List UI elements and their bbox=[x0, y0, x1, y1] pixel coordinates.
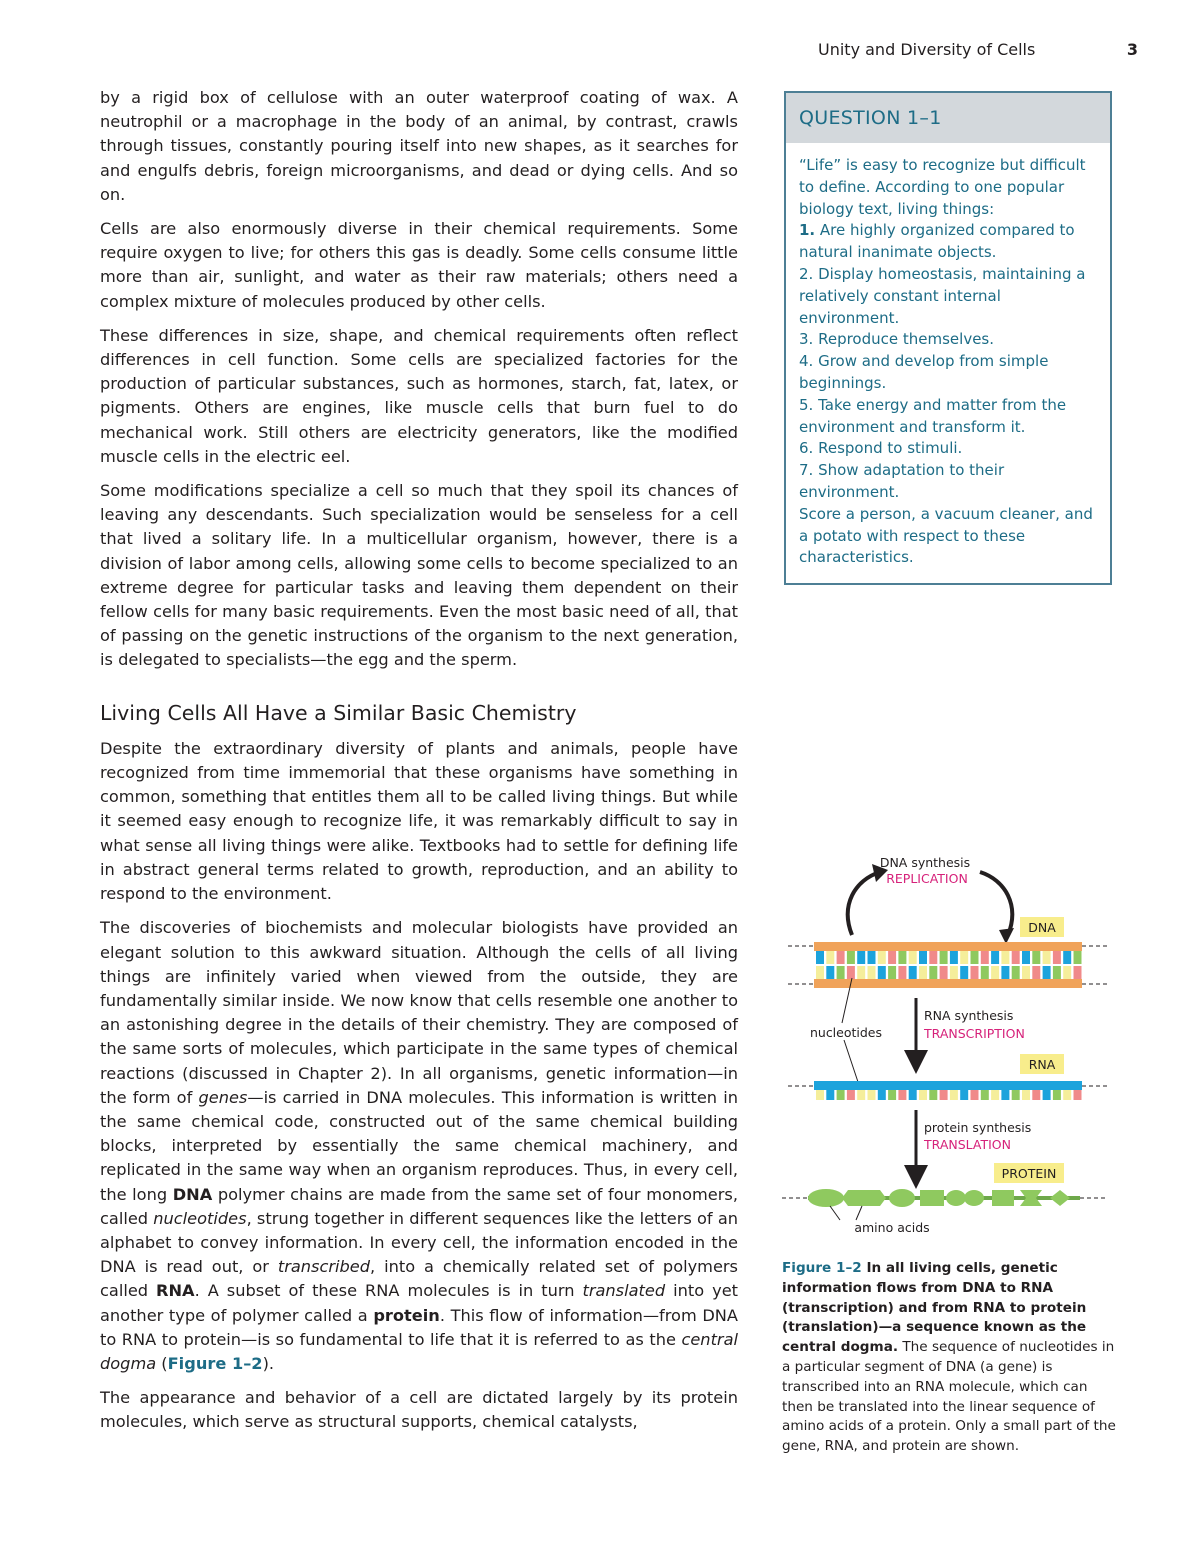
rna-base bbox=[847, 1090, 855, 1100]
p6-text-h: . This flow of information—from DNA to RNA to protein—is so fundamental to life that it is referred to as the bbox=[100, 1305, 738, 1349]
amino-acid-6 bbox=[964, 1190, 984, 1206]
figure-caption bbox=[782, 1259, 1122, 1457]
amino-acid-7 bbox=[992, 1190, 1014, 1206]
item-text: Display homeostasis, maintaining a relatively constant internal environment. bbox=[799, 264, 1086, 327]
dna-bottom-base bbox=[1012, 966, 1020, 979]
caption-body: The sequence of nucleotides in a particular segment of DNA (a gene) is transcribed into an RNA molecule, which can then be translated into the linear sequence of amino acids of a protein. Only a small part of the gene, RNA, and protein are shown. bbox=[782, 1339, 1116, 1455]
rna-base bbox=[971, 1090, 979, 1100]
paragraph-7: The appearance and behavior of a cell are dictated largely by its protein molecules, which serve as structural supports, chemical catalysts, bbox=[100, 1388, 738, 1432]
question-box bbox=[784, 91, 1112, 585]
dna-bottom-base bbox=[971, 966, 979, 979]
rna-base bbox=[878, 1090, 886, 1100]
rna-base bbox=[909, 1090, 917, 1100]
rna-base bbox=[898, 1090, 906, 1100]
rna-synthesis-label: RNA synthesis bbox=[924, 1008, 1014, 1023]
dna-bottom-base bbox=[868, 966, 876, 979]
question-item-6 bbox=[799, 438, 1096, 460]
rna-label: RNA bbox=[1028, 1057, 1056, 1072]
question-intro: “Life” is easy to recognize but difficult to define. According to one popular biology text, living things: bbox=[799, 156, 1086, 218]
item-text: Show adaptation to their environment. bbox=[799, 461, 1005, 501]
p6-text-d: , strung together in different sequences like the letters of an alphabet to convey information. In every cell, the information encoded in the DNA is read out, or bbox=[100, 1208, 738, 1277]
dna-top-base bbox=[950, 951, 958, 964]
item-number: 4. bbox=[799, 352, 814, 371]
dna-bottom-base bbox=[1053, 966, 1061, 979]
page-number: 3 bbox=[1126, 40, 1138, 59]
item-number: 1. bbox=[799, 221, 816, 240]
term-nucleotides: nucleotides bbox=[153, 1208, 247, 1228]
p6-text-e: , into a chemically related set of polymers called bbox=[100, 1257, 738, 1301]
dna-bottom-base bbox=[950, 966, 958, 979]
rna-base bbox=[888, 1090, 896, 1100]
dna-top-base bbox=[1001, 951, 1009, 964]
dna-bottom-backbone bbox=[814, 979, 1082, 988]
rna-base bbox=[929, 1090, 937, 1100]
p6-text-f: . A subset of these RNA molecules is in turn bbox=[194, 1281, 583, 1301]
rna-base bbox=[1043, 1090, 1051, 1100]
rna-base bbox=[837, 1090, 845, 1100]
question-title: QUESTION 1–1 bbox=[786, 93, 1110, 143]
translation-label: TRANSLATION bbox=[924, 1137, 1011, 1152]
rna-base bbox=[991, 1090, 999, 1100]
term-genes: genes bbox=[198, 1087, 248, 1107]
dna-bottom-base bbox=[1043, 966, 1051, 979]
question-body bbox=[786, 143, 1110, 569]
dna-top-base bbox=[1012, 951, 1020, 964]
rna-base bbox=[868, 1090, 876, 1100]
dna-top-backbone bbox=[814, 942, 1082, 951]
rna-backbone bbox=[814, 1081, 1082, 1090]
amino-acid-1 bbox=[808, 1189, 844, 1207]
figure-label: Figure 1–2 bbox=[782, 1260, 862, 1276]
replication-label: REPLICATION bbox=[886, 871, 968, 886]
dna-bottom-base bbox=[1063, 966, 1071, 979]
item-number: 6. bbox=[799, 439, 814, 458]
question-item-5 bbox=[799, 395, 1096, 439]
paragraph-2: Cells are also enormously diverse in their chemical requirements. Some require oxygen to live; for others this gas is deadly. Some cells consume little more than air, sunlight, and water as their raw materials; others need a complex mixture of molecules produced by other cells. bbox=[100, 219, 738, 311]
p6-text-c: polymer chains are made from the same set of four monomers, called bbox=[100, 1184, 738, 1228]
rna-base bbox=[1001, 1090, 1009, 1100]
dna-top-base bbox=[1074, 951, 1082, 964]
p6-text-b: —is carried in DNA molecules. This information is written in the same chemical code, constructed out of the same chemical building blocks, interpreted by essentially the same chemical machinery, and replicated in the same way when an organism reproduces. Thus, in every cell, the long bbox=[100, 1087, 738, 1204]
dna-base-pairs bbox=[816, 951, 1082, 979]
amino-acid-4 bbox=[920, 1190, 944, 1206]
replication-arrow-left bbox=[848, 872, 880, 935]
amino-acid-3 bbox=[889, 1189, 915, 1207]
term-protein: protein bbox=[373, 1305, 440, 1325]
item-text: Take energy and matter from the environment and transform it. bbox=[799, 395, 1067, 436]
rna-base bbox=[940, 1090, 948, 1100]
dna-bottom-base bbox=[898, 966, 906, 979]
term-transcribed: transcribed bbox=[277, 1257, 371, 1277]
main-text-column bbox=[100, 86, 738, 1445]
paragraph-5: Despite the extraordinary diversity of plants and animals, people have recognized from time immemorial that these organisms have something in common, something that entitles them all to be called living things. But while it seemed easy enough to recognize life, it was remarkably difficult to say in what sense all living things were alike. Textbooks had to settle for defining life in abstract general terms related to growth, reproduction, and an ability to respond to the environment. bbox=[100, 738, 738, 904]
item-text: Grow and develop from simple beginnings. bbox=[799, 352, 1049, 392]
rna-base bbox=[960, 1090, 968, 1100]
dna-top-base bbox=[1063, 951, 1071, 964]
dna-bottom-base bbox=[981, 966, 989, 979]
dna-top-base bbox=[898, 951, 906, 964]
item-text: Reproduce themselves. bbox=[818, 330, 995, 349]
rna-base bbox=[1074, 1090, 1082, 1100]
amino-acid-2 bbox=[842, 1190, 886, 1206]
dna-bottom-base bbox=[816, 966, 824, 979]
dna-top-base bbox=[971, 951, 979, 964]
running-head-title: Unity and Diversity of Cells bbox=[818, 40, 1036, 59]
p6-text-j: ). bbox=[262, 1353, 275, 1373]
dna-top-base bbox=[816, 951, 824, 964]
replication-arrow-right-head bbox=[999, 928, 1014, 944]
question-item-2 bbox=[799, 264, 1096, 329]
dna-top-base bbox=[826, 951, 834, 964]
dna-top-base bbox=[878, 951, 886, 964]
dna-top-base bbox=[888, 951, 896, 964]
dna-bottom-base bbox=[1032, 966, 1040, 979]
rna-base bbox=[919, 1090, 927, 1100]
dna-top-base bbox=[837, 951, 845, 964]
amino-acid-5 bbox=[946, 1190, 966, 1206]
dna-top-base bbox=[1053, 951, 1061, 964]
paragraph-3: These differences in size, shape, and chemical requirements often reflect differences in cell function. Some cells are specialized factories for the production of particular substances, such as hormones, starch, fat, latex, or pigments. Others are engines, like muscle cells that burn fuel to do mechanical work. Still others are electricity generators, like the modified muscle cells in the electric eel. bbox=[100, 325, 738, 466]
item-text: Are highly organized compared to natural inanimate objects. bbox=[799, 221, 1075, 262]
rna-bases bbox=[816, 1090, 1082, 1100]
question-item-1 bbox=[799, 220, 1096, 264]
term-rna: RNA bbox=[156, 1281, 195, 1301]
dna-top-base bbox=[981, 951, 989, 964]
term-translated: translated bbox=[582, 1281, 666, 1301]
item-number: 2. bbox=[799, 264, 814, 283]
transcription-label: TRANSCRIPTION bbox=[924, 1026, 1025, 1041]
dna-top-base bbox=[929, 951, 937, 964]
question-item-7 bbox=[799, 460, 1096, 504]
item-number: 3. bbox=[799, 330, 814, 349]
dna-top-base bbox=[909, 951, 917, 964]
dna-bottom-base bbox=[909, 966, 917, 979]
dna-bottom-base bbox=[960, 966, 968, 979]
protein-synthesis-label: protein synthesis bbox=[924, 1120, 1032, 1135]
nucleotides-label: nucleotides bbox=[809, 1025, 883, 1040]
dna-bottom-base bbox=[847, 966, 855, 979]
dna-bottom-base bbox=[919, 966, 927, 979]
question-closing: Score a person, a vacuum cleaner, and a potato with respect to these characteristics. bbox=[799, 504, 1093, 567]
dna-top-base bbox=[1032, 951, 1040, 964]
central-dogma-diagram bbox=[780, 850, 1120, 1240]
p6-text-a: The discoveries of biochemists and molecular biologists have provided an elegant solution to this awkward situation. Although the cells of all living things are infinitely varied when viewed from the outside, they are fundamentally similar inside. We now know that cells resemble one another to an astonishing degree in the details of their chemistry. They are composed of the same sorts of molecules, which participate in the same types of chemical reactions (discussed in Chapter 2). In all organisms, genetic information—in the form of bbox=[100, 918, 738, 1107]
dna-top-base bbox=[960, 951, 968, 964]
caption-bold-text: In all living cells, genetic information flows from DNA to RNA (transcription) and from RNA to protein (translation)—a sequence known as the central dogma. bbox=[782, 1260, 1087, 1356]
dna-bottom-base bbox=[857, 966, 865, 979]
rna-base bbox=[857, 1090, 865, 1100]
protein-label: PROTEIN bbox=[1001, 1166, 1057, 1181]
term-dna: DNA bbox=[172, 1184, 213, 1204]
amino-acid-9 bbox=[1050, 1190, 1070, 1206]
nucleotides-pointer-down bbox=[844, 1040, 860, 1088]
dna-top-base bbox=[868, 951, 876, 964]
term-central-dogma: central dogma bbox=[100, 1329, 738, 1373]
paragraph-1: by a rigid box of cellulose with an outer waterproof coating of wax. A neutrophil or a macrophage in the body of an animal, by contrast, crawls through tissues, constantly pouring itself into new shapes, as it searches for and engulfs debris, foreign microorganisms, and dead or dying cells. And so on. bbox=[100, 88, 738, 204]
item-number: 7. bbox=[799, 461, 814, 480]
rna-base bbox=[981, 1090, 989, 1100]
dna-top-base bbox=[1022, 951, 1030, 964]
rna-base bbox=[1063, 1090, 1071, 1100]
amino-acids-pointer-right bbox=[856, 1206, 862, 1220]
dna-synthesis-label: DNA synthesis bbox=[879, 855, 971, 870]
rna-base bbox=[1022, 1090, 1030, 1100]
dna-label: DNA bbox=[1028, 920, 1056, 935]
dna-top-base bbox=[940, 951, 948, 964]
p6-text-g: into yet another type of polymer called a bbox=[100, 1281, 738, 1325]
rna-base bbox=[816, 1090, 824, 1100]
amino-acid-chain bbox=[808, 1189, 1070, 1207]
item-number: 5. bbox=[799, 395, 814, 414]
dna-top-base bbox=[991, 951, 999, 964]
dna-bottom-base bbox=[826, 966, 834, 979]
dna-bottom-base bbox=[1001, 966, 1009, 979]
rna-base bbox=[1012, 1090, 1020, 1100]
question-item-4 bbox=[799, 351, 1096, 395]
rna-base bbox=[826, 1090, 834, 1100]
item-text: Respond to stimuli. bbox=[818, 439, 963, 458]
dna-bottom-base bbox=[1074, 966, 1082, 979]
dna-top-base bbox=[919, 951, 927, 964]
question-item-3 bbox=[799, 329, 1096, 351]
rna-base bbox=[950, 1090, 958, 1100]
dna-bottom-base bbox=[1022, 966, 1030, 979]
figure-reference-link[interactable]: Figure 1–2 bbox=[167, 1353, 263, 1373]
dna-bottom-base bbox=[888, 966, 896, 979]
dna-top-base bbox=[857, 951, 865, 964]
rna-base bbox=[1053, 1090, 1061, 1100]
paragraph-4: Some modifications specialize a cell so much that they spoil its chances of leaving any descendants. Such specialization would be senseless for a cell that lived a solitary life. In a multicellular organism, however, there is a division of labor among cells, allowing some cells to become specialized to an extreme degree for particular tasks and leaving them dependent on their fellow cells for many basic requirements. Even the most basic need of all, that of passing on the genetic instructions of the organism to the next generation, is delegated to specialists—the egg and the sperm. bbox=[100, 481, 738, 670]
p6-text-i: ( bbox=[156, 1353, 168, 1373]
dna-top-base bbox=[1043, 951, 1051, 964]
dna-top-base bbox=[847, 951, 855, 964]
dna-bottom-base bbox=[940, 966, 948, 979]
dna-bottom-base bbox=[837, 966, 845, 979]
amino-acids-label: amino acids bbox=[854, 1220, 930, 1235]
section-heading: Living Cells All Have a Similar Basic Chemistry bbox=[100, 700, 577, 725]
replication-arrow-right bbox=[980, 872, 1012, 935]
amino-acids-pointer-left bbox=[830, 1206, 840, 1220]
paragraph-6 bbox=[100, 916, 738, 1376]
dna-bottom-base bbox=[929, 966, 937, 979]
dna-bottom-base bbox=[991, 966, 999, 979]
dna-bottom-base bbox=[878, 966, 886, 979]
rna-base bbox=[1032, 1090, 1040, 1100]
